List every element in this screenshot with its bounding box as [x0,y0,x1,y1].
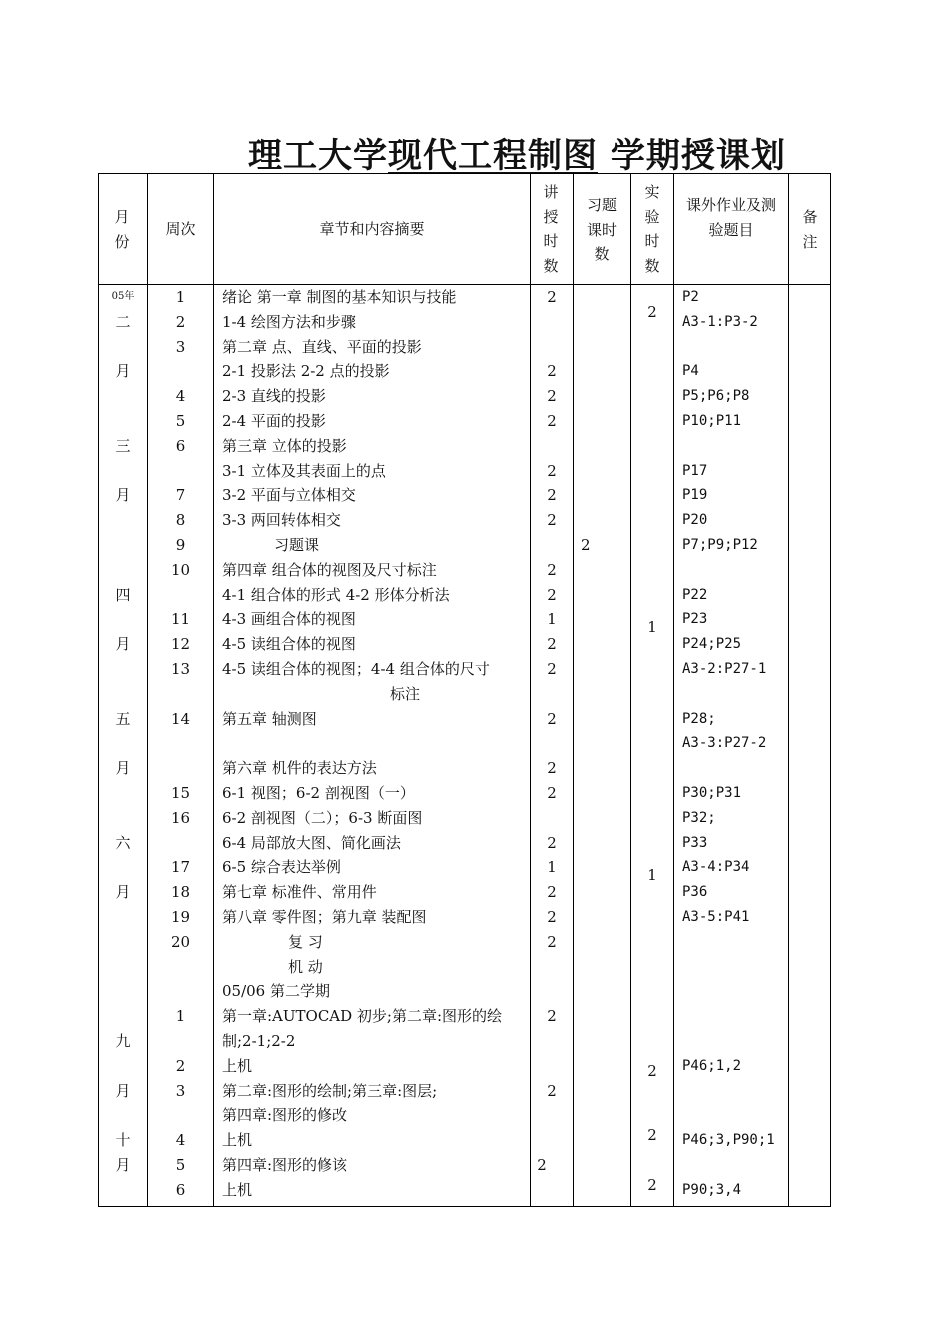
week-cell: 15 [170,784,191,802]
lab-hours-cell: 1 [647,617,657,636]
homework-cell: P33 [682,834,708,851]
month-label: 十 [115,1131,131,1150]
homework-cell: P28; [682,710,716,727]
lecture-hours-cell: 2 [547,908,557,926]
content-cell: 第二章 点、直线、平面的投影 [222,337,422,356]
lecture-hours-cell: 2 [547,709,557,728]
week-cell: 5 [175,1156,186,1174]
lecture-hours-cell: 2 [547,412,557,430]
content-cell: 2-1 投影法 2-2 点的投影 [222,362,390,381]
header-week: 周次 [165,220,196,238]
content-cell: 上机 [222,1180,253,1199]
content-cell: 第一章:AUTOCAD 初步;第二章:图形的绘 [222,1007,503,1026]
lab-hours-cell: 2 [647,1061,657,1080]
week-cell: 2 [175,312,186,331]
homework-cell: P2 [682,289,699,305]
content-cell: 制;2-1;2-2 [222,1032,296,1050]
week-cell: 14 [170,709,191,728]
title-school: 理工大学 [248,136,388,176]
lecture-hours-cell: 2 [547,1007,557,1026]
month-label: 二 [115,312,131,331]
week-cell: 10 [170,560,191,579]
content-cell: 4-5 读组合体的视图；4-4 组合体的尺寸 [222,660,490,678]
content-cell: 第三章 立体的投影 [222,436,347,455]
week-cell: 1 [175,288,186,306]
month-label: 九 [115,1032,131,1050]
content-cell: 上机 [222,1131,253,1150]
week-cell: 11 [170,610,191,629]
homework-cell: P90;3,4 [682,1181,742,1198]
column-divider [573,173,574,1207]
header-lab-hours: 实验时数 [644,183,660,275]
content-cell: 第四章:图形的修该 [222,1156,348,1174]
content-cell: 复 习 [288,932,323,951]
page-title [248,128,786,177]
week-cell: 4 [175,387,186,406]
header-month: 月份 [114,208,130,251]
homework-cell: P24;P25 [682,636,742,653]
lecture-hours-cell: 1 [547,610,557,629]
lecture-hours-cell: 2 [547,833,557,852]
lecture-hours-cell: 2 [547,759,557,778]
column-divider [213,173,214,1207]
week-cell: 16 [170,808,191,827]
content-cell: 标注 [390,684,421,703]
content-cell: 第五章 轴测图 [222,709,317,728]
lecture-hours-cell: 2 [547,1081,557,1100]
week-cell: 12 [170,635,191,654]
content-cell: 第六章 机件的表达方法 [222,759,377,778]
homework-cell: P22 [682,586,708,603]
content-cell: 3-3 两回转体相交 [222,511,341,530]
content-cell: 绪论 第一章 制图的基本知识与技能 [222,288,457,306]
month-label: 月 [115,1156,131,1174]
content-cell: 2-4 平面的投影 [222,412,326,430]
homework-cell: P46;3,P90;1 [682,1132,775,1149]
month-label: 05年 [111,291,135,302]
homework-cell: P10;P11 [682,413,742,429]
week-cell: 19 [170,908,191,926]
month-label: 六 [115,833,131,852]
content-cell: 机 动 [288,957,323,976]
month-label: 五 [115,709,131,728]
exercise-hours-cell: 2 [581,536,591,554]
lecture-hours-cell: 2 [547,387,557,406]
month-label: 月 [115,486,131,505]
title-suffix: 学期授课划 [598,136,786,176]
header-homework: 课外作业及测验题目 [685,196,776,239]
week-cell: 3 [175,337,186,356]
week-cell: 9 [175,536,186,554]
lecture-hours-cell: 2 [547,784,557,802]
homework-cell: P17 [682,462,708,479]
lecture-hours-cell: 2 [537,1156,547,1174]
lecture-hours-cell: 2 [547,635,557,654]
header-content: 章节和内容摘要 [319,220,425,238]
week-cell: 7 [175,486,186,505]
homework-cell: A3-1:P3-2 [682,313,758,330]
week-cell: 3 [175,1081,186,1100]
column-divider [630,173,631,1207]
homework-cell: A3-3:P27-2 [682,735,767,752]
week-cell: 2 [175,1056,186,1075]
content-cell: 2-3 直线的投影 [222,387,326,406]
lecture-hours-cell: 2 [547,660,557,678]
homework-cell: P46;1,2 [682,1057,742,1074]
month-label: 月 [115,883,131,902]
lab-hours-cell: 2 [647,1126,657,1145]
homework-cell: P23 [682,611,708,628]
week-cell: 8 [175,511,186,530]
month-label: 月 [115,759,131,778]
content-cell: 6-2 剖视图（二）；6-3 断面图 [222,808,423,827]
lecture-hours-cell: 2 [547,560,557,579]
content-cell: 6-5 综合表达举例 [222,858,341,877]
homework-cell: P30;P31 [682,785,742,801]
lecture-hours-cell: 2 [547,461,557,480]
content-cell: 第二章:图形的绘制;第三章:图层; [222,1081,438,1100]
content-cell: 第四章 组合体的视图及尺寸标注 [222,560,437,579]
week-cell: 5 [175,412,186,430]
content-cell: 05/06 第二学期 [222,982,330,1001]
content-cell: 1-4 绘图方法和步骤 [222,312,356,331]
homework-cell: A3-5:P41 [682,909,750,925]
month-label: 四 [115,585,131,604]
content-cell: 6-1 视图；6-2 剖视图（一） [222,784,415,802]
homework-cell: P36 [682,884,708,901]
homework-cell: A3-2:P27-1 [682,661,767,677]
content-cell: 习题课 [274,536,320,554]
content-cell: 上机 [222,1056,253,1075]
homework-cell: A3-4:P34 [682,859,750,876]
title-course: 现代工程制图 [388,136,598,176]
column-divider [788,173,789,1207]
week-cell: 1 [175,1007,186,1026]
column-divider [530,173,531,1207]
content-cell: 4-1 组合体的形式 4-2 形体分析法 [222,585,450,604]
content-cell: 3-1 立体及其表面上的点 [222,461,386,480]
month-label: 三 [115,436,131,455]
month-label: 月 [115,1081,131,1100]
week-cell: 4 [175,1131,186,1150]
week-cell: 6 [175,1180,186,1199]
homework-cell: P32; [682,809,716,826]
lecture-hours-cell: 2 [547,585,557,604]
month-label: 月 [115,635,131,654]
homework-cell: P7;P9;P12 [682,537,758,553]
week-cell: 13 [170,660,191,678]
content-cell: 第八章 零件图；第九章 装配图 [222,908,427,926]
homework-cell: P20 [682,512,708,529]
lecture-hours-cell: 2 [547,486,557,505]
lecture-hours-cell: 2 [547,932,557,951]
lecture-hours-cell: 2 [547,511,557,530]
homework-cell: P19 [682,487,708,504]
lab-hours-cell: 2 [647,302,657,321]
content-cell: 3-2 平面与立体相交 [222,486,356,505]
header-exercise-hours: 习题课时数 [586,196,617,263]
week-cell: 18 [170,883,191,902]
week-cell: 17 [170,858,191,877]
homework-cell: P4 [682,363,699,380]
content-cell: 第七章 标准件、常用件 [222,883,377,902]
week-cell: 20 [170,932,191,951]
lecture-hours-cell: 1 [547,858,557,877]
lecture-hours-cell: 2 [547,883,557,902]
lecture-hours-cell: 2 [547,362,557,381]
header-remarks: 备注 [802,208,818,251]
lab-hours-cell: 1 [647,865,657,884]
homework-cell: P5;P6;P8 [682,388,750,405]
lab-hours-cell: 2 [647,1175,657,1194]
month-label: 月 [115,362,131,381]
content-cell: 第四章:图形的修改 [222,1106,348,1125]
header-lecture-hours: 讲授时数 [543,183,559,275]
content-cell: 6-4 局部放大图、简化画法 [222,833,401,852]
column-divider [673,173,674,1207]
lecture-hours-cell: 2 [547,288,557,306]
content-cell: 4-5 读组合体的视图 [222,635,356,654]
content-cell: 4-3 画组合体的视图 [222,610,356,629]
week-cell: 6 [175,436,186,455]
